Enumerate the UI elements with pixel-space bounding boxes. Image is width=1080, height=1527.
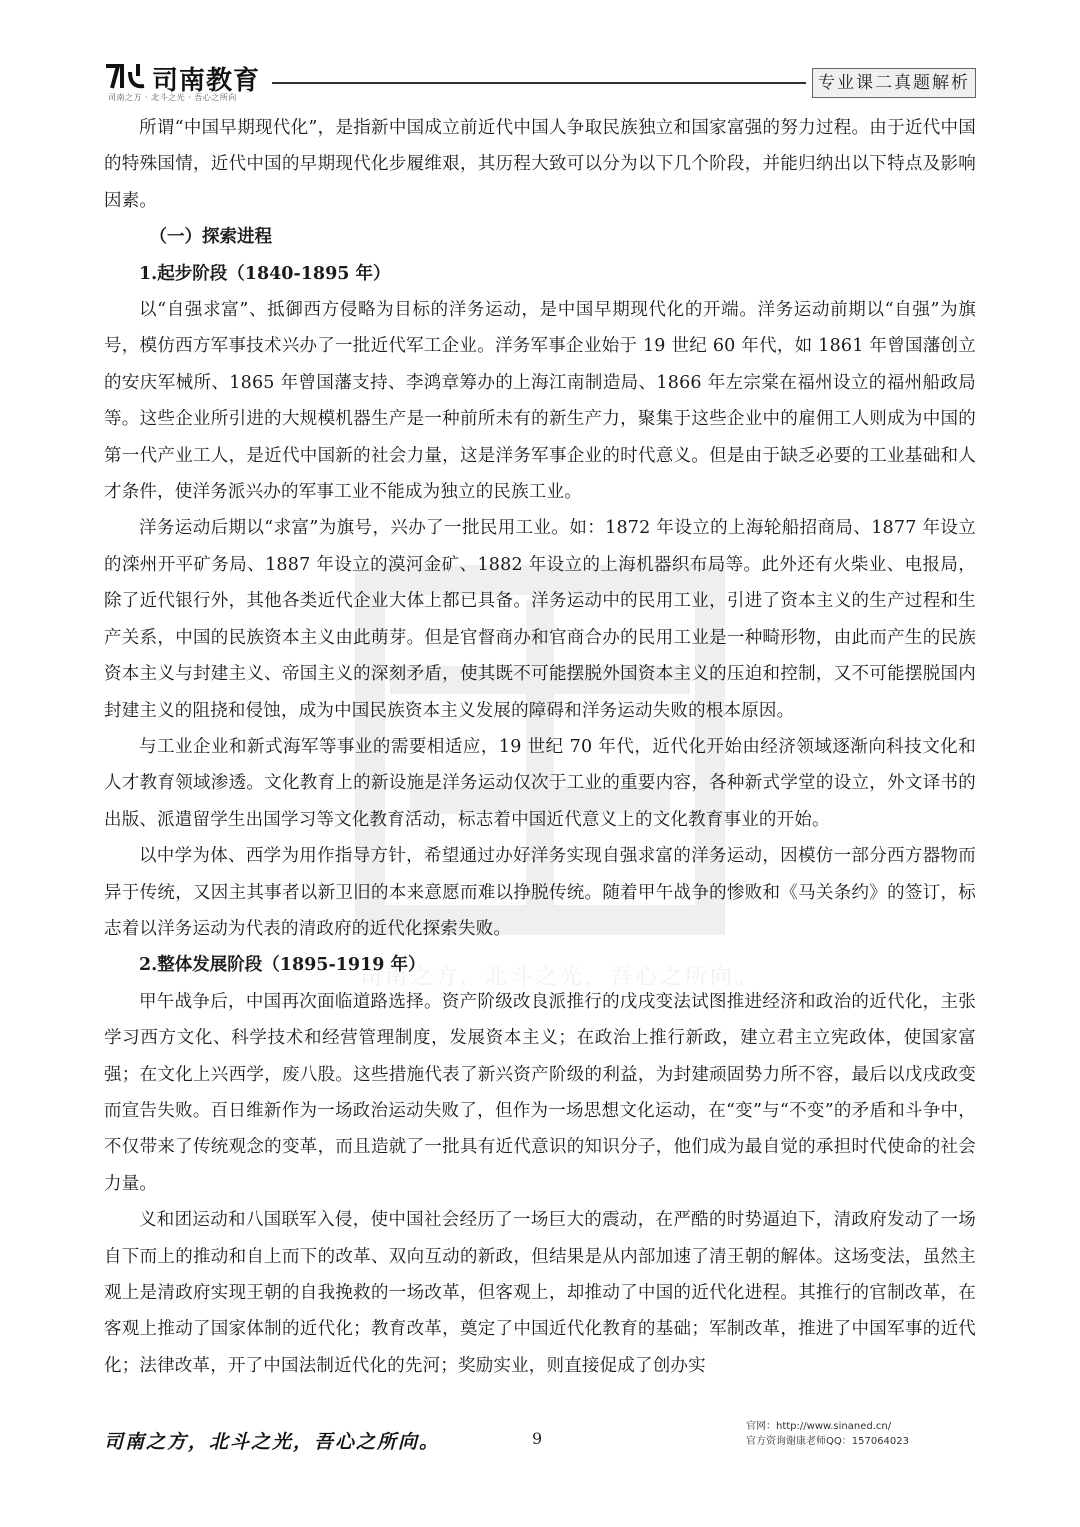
page-footer [104,1415,976,1475]
stage1-heading: 1.起步阶段（1840-1895 年） [139,263,391,284]
brand-slogan: 司南之方 · 北斗之光 · 吾心之所向 [108,93,237,102]
brand-name: 司南教育 [152,66,261,96]
paragraph: 与工业企业和新式海军等事业的需要相适应，19 世纪 70 年代，近代化开始由经济领域逐渐向科技文化和人才教育领域渗透。文化教育上的新设施是洋务运动仅次于工业的重要内容，各种新式学堂的设立，外文译书的出版、派遣留学生出国学习等文化教育活动，标志着中国近代意义上的文化教育事业的开始。 [104,736,976,830]
paragraph: 以“自强求富”、抵御西方侵略为目标的洋务运动，是中国早期现代化的开端。洋务运动前期以“自强”为旗号，模仿西方军事技术兴办了一批近代军工企业。洋务军事企业始于 19 世纪 60 年代，如 1861 年曾国藩创立的安庆军械所、1865 年曾国藩支持、李鸿章筹办的上海江南制造局、1866 年左宗棠在福州设立的福州船政局等。这些企业所引进的大规模机器生产是一种前所未有的新生产力，聚集于这些企业中的雇佣工人则成为中国的第一代产业工人，是近代中国新的社会力量，这是洋务军事企业的时代意义。但是由于缺乏必要的工业基础和人才条件，使洋务派兴办的军事工业不能成为独立的民族工业。 [104,300,976,503]
section-tag: 专业课二真题解析 [812,68,976,98]
page-number: 9 [532,1429,543,1448]
logo-mark-icon [104,62,148,90]
paragraph: 甲午战争后，中国再次面临道路选择。资产阶级改良派推行的戊戌变法试图推进经济和政治的近代化，主张学习西方文化、科学技术和经营管理制度，发展资本主义；在政治上推行新政，建立君主立宪政体，使国家富强；在文化上兴西学，废八股。这些措施代表了新兴资产阶级的利益，为封建顽固势力所不容，最后以戊戌政变而宣告失败。百日维新作为一场政治运动失败了，但作为一场思想文化运动，在“变”与“不变”的矛盾和斗争中，不仅带来了传统观念的变革，而且造就了一批具有近代意识的知识分子，他们成为最自觉的承担时代使命的社会力量。 [104,991,976,1194]
stage2-heading: 2.整体发展阶段（1895-1919 年） [139,955,426,976]
paragraph: 以中学为体、西学为用作指导方针，希望通过办好洋务实现自强求富的洋务运动，因模仿一部分西方器物而异于传统，又因主其事者以新卫旧的本来意愿而难以挣脱传统。随着甲午战争的惨败和《马关条约》的签订，标志着以洋务运动为代表的清政府的近代化探索失败。 [104,846,976,939]
website-link[interactable]: 官网：http://www.sinaned.cn/ [746,1421,892,1432]
brand-logo [104,60,274,102]
footer-motto: 司南之方，北斗之光，吾心之所向。 [104,1431,441,1453]
page-header [104,60,976,110]
watermark-slogan: 司南之方，北斗之光，吾心之所向。 [360,965,761,990]
contact-info [746,1419,909,1449]
section-title: （一）探索进程 [149,227,272,248]
page-body [104,110,976,1384]
paragraph: 义和团运动和八国联军入侵，使中国社会经历了一场巨大的震动，在严酷的时势逼迫下，清政府发动了一场自下而上的推动和自上而下的改革、双向互动的新政，但结果是从内部加速了清王朝的解体。这场变法，虽然主观上是清政府实现王朝的自我挽救的一场改革，但客观上，却推动了中国的近代化进程。其推行的官制改革，在客观上推动了国家体制的近代化；教育改革，奠定了中国近代化教育的基础；军制改革，推进了中国军事的近代化；法律改革，开了中国法制近代化的先河；奖励实业，则直接促成了创办实 [104,1210,976,1376]
paragraph: 洋务运动后期以“求富”为旗号，兴办了一批民用工业。如：1872 年设立的上海轮船招商局、1877 年设立的滦州开平矿务局、1887 年设立的漠河金矿、1882 年设立的上海机器织布局等。此外还有火柴业、电报局，除了近代银行外，其他各类近代企业大体上都已具备。洋务运动中的民用工业，引进了资本主义的生产过程和生产关系，中国的民族资本主义由此萌芽。但是官督商办和官商合办的民用工业是一种畸形物，由此而产生的民族资本主义与封建主义、帝国主义的深刻矛盾，使其既不可能摆脱外国资本主义的压迫和控制，又不可能摆脱国内封建主义的阻挠和侵蚀，成为中国民族资本主义发展的障碍和洋务运动失败的根本原因。 [104,518,976,721]
intro-paragraph: 所谓“中国早期现代化”，是指新中国成立前近代中国人争取民族独立和国家富强的努力过程。由于近代中国的特殊国情，近代中国的早期现代化步履维艰，其历程大致可以分为以下几个阶段，并能归纳出以下特点及影响因素。 [104,118,976,211]
consult-qq: 官方资询谢康老师QQ：157064023 [746,1436,910,1447]
header-rule [272,82,806,84]
